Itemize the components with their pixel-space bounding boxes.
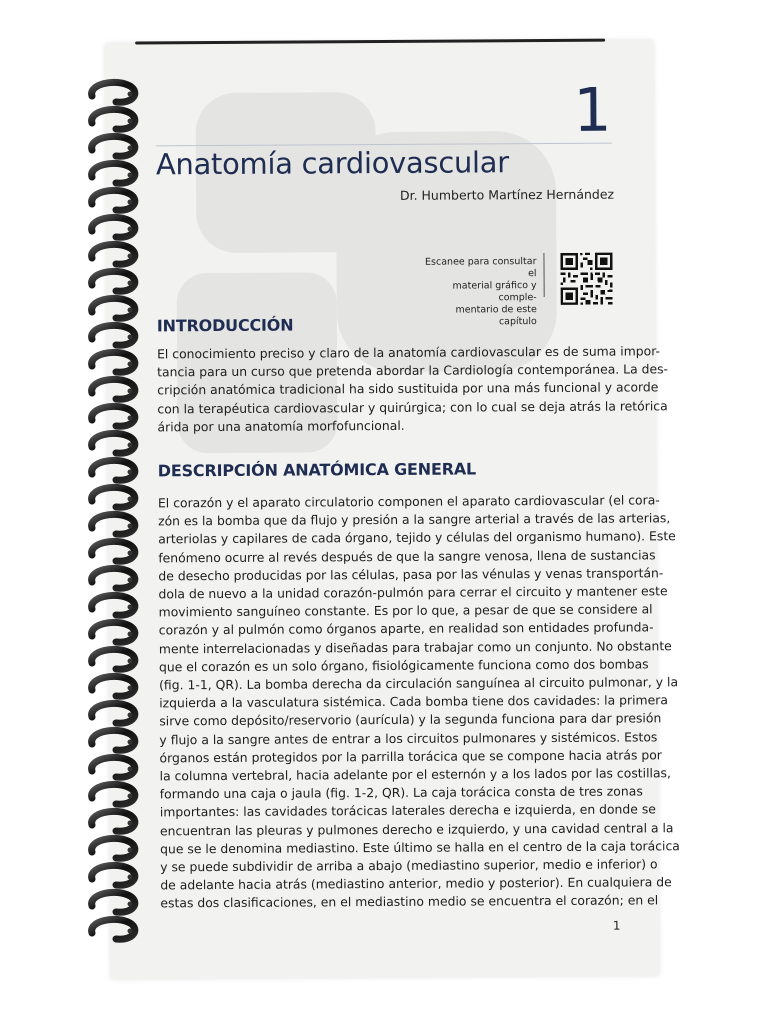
section-general-description xyxy=(157,459,680,913)
chapter-title: Anatomía cardiovascular xyxy=(155,145,509,182)
binding-hole xyxy=(128,713,133,718)
text-line: que el corazón es un solo órgano, fisiológicamente funciona como dos bombas xyxy=(158,656,649,675)
binding-hole xyxy=(128,119,133,124)
text-line: El corazón y el aparato circulatorio componen el aparato cardiovascular (el cora- xyxy=(157,492,660,511)
text-line: formando una caja o jaula (fig. 1-2, QR). La caja torácica consta de tres zonas xyxy=(159,783,643,802)
page-top-edge xyxy=(135,39,605,45)
section-introduction xyxy=(156,314,669,437)
text-line: izquierda a la vasculatura sistémica. Cada bomba tiene dos cavidades: la primera xyxy=(159,692,668,711)
text-line: con la terapéutica cardiovascular y quirúrgica; con lo cual se deja atrás la retórica xyxy=(157,397,668,416)
binding-hole xyxy=(128,902,133,907)
text-line: árida por una anatomía morfofuncional. xyxy=(157,417,405,435)
binding-hole xyxy=(128,551,133,556)
paragraph xyxy=(156,343,669,437)
binding-hole xyxy=(128,200,133,205)
binding-hole xyxy=(128,335,133,340)
text-line: y flujo a la sangre antes de entrar a los circuitos pulmonares y sistémicos. Estos xyxy=(159,728,658,748)
binding-hole xyxy=(128,362,133,367)
text-line: El conocimiento preciso y claro de la anatomía cardiovascular es de suma impor- xyxy=(156,343,661,362)
paragraph xyxy=(157,492,680,913)
author-name: Dr. Humberto Martínez Hernández xyxy=(399,186,615,203)
text-line: tancia para un curso que pretenda abordar la Cardiología contemporánea. La des- xyxy=(157,361,669,380)
binding-hole xyxy=(128,227,133,232)
binding-hole xyxy=(128,389,133,394)
binding-hole xyxy=(128,632,133,637)
text-line: encuentran las pleuras y pulmones derecho e izquierdo, y una cavidad central a la xyxy=(159,819,674,839)
binding-hole xyxy=(128,578,133,583)
binding-hole xyxy=(128,173,133,178)
qr-instruction-line: Escanee para consultar el xyxy=(425,256,537,280)
text-line: fenómeno ocurre al revés después de que la sangre venosa, llena de sustancias xyxy=(158,546,656,565)
text-line: que se le denomina mediastino. Este último se halla en el centro de la caja torácica xyxy=(160,838,680,857)
binding-hole xyxy=(128,416,133,421)
chapter-number: 1 xyxy=(573,75,612,146)
text-line: zón es la bomba que da flujo y presión a la sangre arterial a través de las arterias, xyxy=(158,510,671,529)
text-line: cripción anatómica tradicional ha sido sustituida por una más funcional y acorde xyxy=(157,379,659,398)
binding-hole xyxy=(128,497,133,502)
binding-hole xyxy=(128,875,133,880)
binding-hole xyxy=(128,686,133,691)
text-line: sirve como depósito/reservorio (aurícula) y la segunda funciona para dar presión xyxy=(159,710,662,729)
binding-hole xyxy=(128,92,133,97)
text-line: corazón y al pulmón como órganos aparte, en realidad son entidades profunda- xyxy=(158,619,654,638)
binding-hole xyxy=(128,929,133,934)
text-line: importantes: las cavidades torácicas laterales derecha e izquierda, en donde se xyxy=(159,801,656,820)
qr-instruction-line: material gráfico y comple- xyxy=(452,280,537,304)
binding-hole xyxy=(128,524,133,529)
text-line: (fig. 1-1, QR). La bomba derecha da circulación sanguínea al circuito pulmonar, y la xyxy=(159,674,679,693)
qr-code-icon[interactable] xyxy=(560,253,612,305)
spiral-binding-icon xyxy=(86,74,148,954)
binding-hole xyxy=(128,821,133,826)
qr-instruction-line: mentario de este capítulo xyxy=(455,304,537,328)
binding-hole xyxy=(128,767,133,772)
qr-divider xyxy=(543,253,544,297)
binding-hole xyxy=(128,308,133,313)
text-line: arteriolas y capilares de cada órgano, tejido y células del organismo humano). Este xyxy=(158,528,676,547)
book-page xyxy=(105,40,680,978)
text-line: de desecho producidas por las células, pasa por las vénulas y venas transportán- xyxy=(158,565,664,584)
binding-hole xyxy=(128,443,133,448)
text-line: y se puede subdividir de arriba a abajo (mediastino superior, medio e inferior) o xyxy=(160,856,658,875)
binding-hole xyxy=(128,470,133,475)
text-line: dola de nuevo a la unidad corazón-pulmón para cerrar el circuito y mantener este xyxy=(158,583,668,602)
text-line: mente interrelacionadas y diseñadas para trabajar como un conjunto. No obstante xyxy=(158,637,672,656)
binding-hole xyxy=(128,146,133,151)
binding-hole xyxy=(128,848,133,853)
binding-hole xyxy=(128,659,133,664)
text-line: la columna vertebral, hacia adelante por el esternón y a los lados por las costillas, xyxy=(159,765,671,784)
binding-hole xyxy=(128,794,133,799)
binding-hole xyxy=(128,740,133,745)
binding-hole xyxy=(128,254,133,259)
section-heading: DESCRIPCIÓN ANATÓMICA GENERAL xyxy=(157,459,477,481)
text-line: de adelante hacia atrás (mediastino anterior, medio y posterior). En cualquiera de xyxy=(160,874,672,893)
text-line: movimiento sanguíneo constante. Es por lo que, a pesar de que se considere al xyxy=(158,601,653,620)
page-number: 1 xyxy=(612,918,621,933)
text-line: órganos están protegidos por la parrilla torácica que se compone hacia atrás por xyxy=(159,747,662,766)
section-heading: INTRODUCCIÓN xyxy=(156,315,294,336)
binding-hole xyxy=(128,605,133,610)
binding-hole xyxy=(128,281,133,286)
text-line: estas dos clasificaciones, en el mediastino medio se encuentra el corazón; en el xyxy=(160,892,659,911)
